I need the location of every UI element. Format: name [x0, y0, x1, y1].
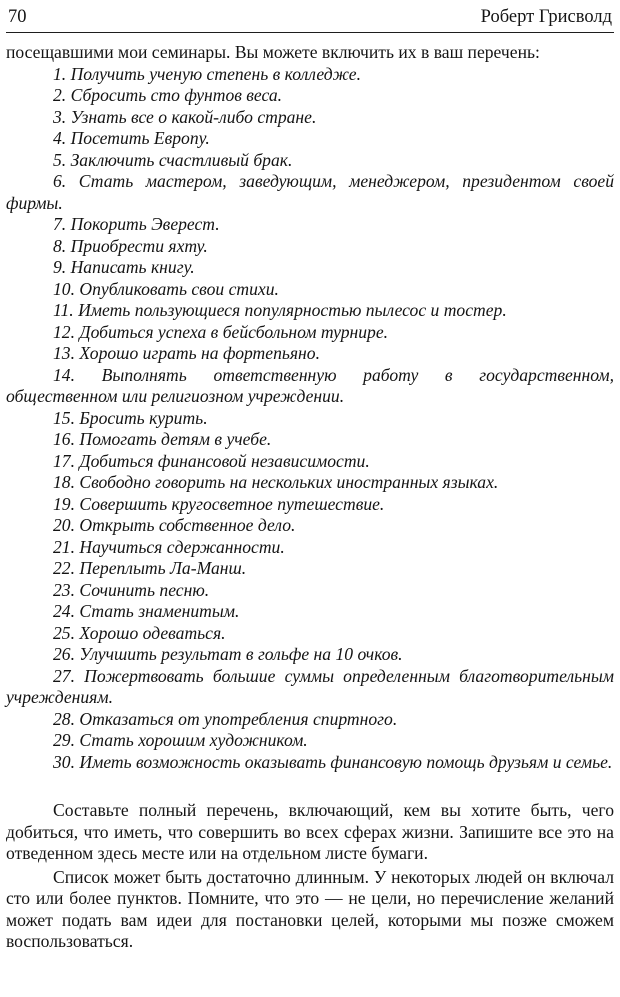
goal-item: 16. Помогать детям в учебе.: [53, 429, 272, 449]
goal-item: 3. Узнать все о какой-либо стране.: [53, 106, 317, 127]
running-title: Роберт Грисволд: [480, 7, 612, 27]
goal-item: 12. Добиться успеха в бейсбольном турнире.: [53, 321, 389, 342]
goal-item: 7. Покорить Эверест.: [53, 214, 220, 234]
goal-item: 8. Приобрести яхту.: [53, 235, 208, 256]
goal-item: 30. Иметь возможность оказывать финансовую помощь друзьям и семье.: [53, 751, 613, 772]
body-paragraph: Список может быть достаточно длинным. У некоторых людей он включал сто или более пунктов. Помните, что это — не цели, но перечисление желаний может подать вам идеи для постановки целей, которыми мы позже сможем воспользоваться.: [6, 866, 614, 951]
goal-item: 5. Заключить счастливый брак.: [53, 149, 293, 170]
goal-item: 11. Иметь пользующиеся популярностью пылесос и тостер.: [53, 300, 507, 320]
goal-item: 6. Стать мастером, заведующим, менеджером, президентом своей фирмы.: [6, 171, 614, 213]
page-header: [6, 4, 614, 31]
goal-item: 22. Переплыть Ла-Манш.: [53, 558, 247, 578]
page-body: [6, 42, 614, 953]
goal-item: 1. Получить ученую степень в колледже.: [53, 63, 361, 84]
goal-item: 19. Совершить кругосветное путешествие.: [53, 493, 385, 514]
header-rule: [6, 32, 614, 33]
body-paragraph: Составьте полный перечень, включающий, кем вы хотите быть, чего добиться, что иметь, что совершить во всех сферах жизни. Запишите все это на отведенном здесь месте или на отдельном листе бумаги.: [6, 800, 614, 863]
goal-item: 2. Сбросить сто фунтов веса.: [53, 85, 283, 105]
goal-item: 25. Хорошо одеваться.: [53, 622, 226, 643]
goal-item: 14. Выполнять ответственную работу в государственном, общественном или религиозном учреждении.: [6, 364, 614, 406]
goal-item: 20. Открыть собственное дело.: [53, 515, 296, 535]
page-number: 70: [8, 7, 27, 27]
goal-item: 28. Отказаться от употребления спиртного.: [53, 708, 398, 729]
goals-list: [6, 64, 614, 774]
goal-item: 23. Сочинить песню.: [53, 579, 210, 600]
goal-item: 17. Добиться финансовой независимости.: [53, 450, 370, 471]
goal-item: 4. Посетить Европу.: [53, 128, 210, 148]
closing-paragraphs: [6, 800, 614, 953]
goal-item: 18. Свободно говорить на нескольких иностранных языках.: [53, 472, 499, 492]
goal-item: 10. Опубликовать свои стихи.: [53, 278, 279, 299]
intro-paragraph: посещавшими мои семинары. Вы можете включить их в ваш перечень:: [6, 42, 540, 62]
goal-item: 26. Улучшить результат в гольфе на 10 очков.: [53, 644, 403, 664]
goal-item: 27. Пожертвовать большие суммы определенным благотворительным учреждениям.: [6, 665, 614, 707]
goal-item: 15. Бросить курить.: [53, 407, 208, 428]
goal-item: 21. Научиться сдержанности.: [53, 536, 285, 557]
goal-item: 24. Стать знаменитым.: [53, 601, 240, 621]
goal-item: 13. Хорошо играть на фортепьяно.: [53, 343, 320, 363]
goal-item: 29. Стать хорошим художником.: [53, 730, 308, 750]
goal-item: 9. Написать книгу.: [53, 257, 195, 277]
